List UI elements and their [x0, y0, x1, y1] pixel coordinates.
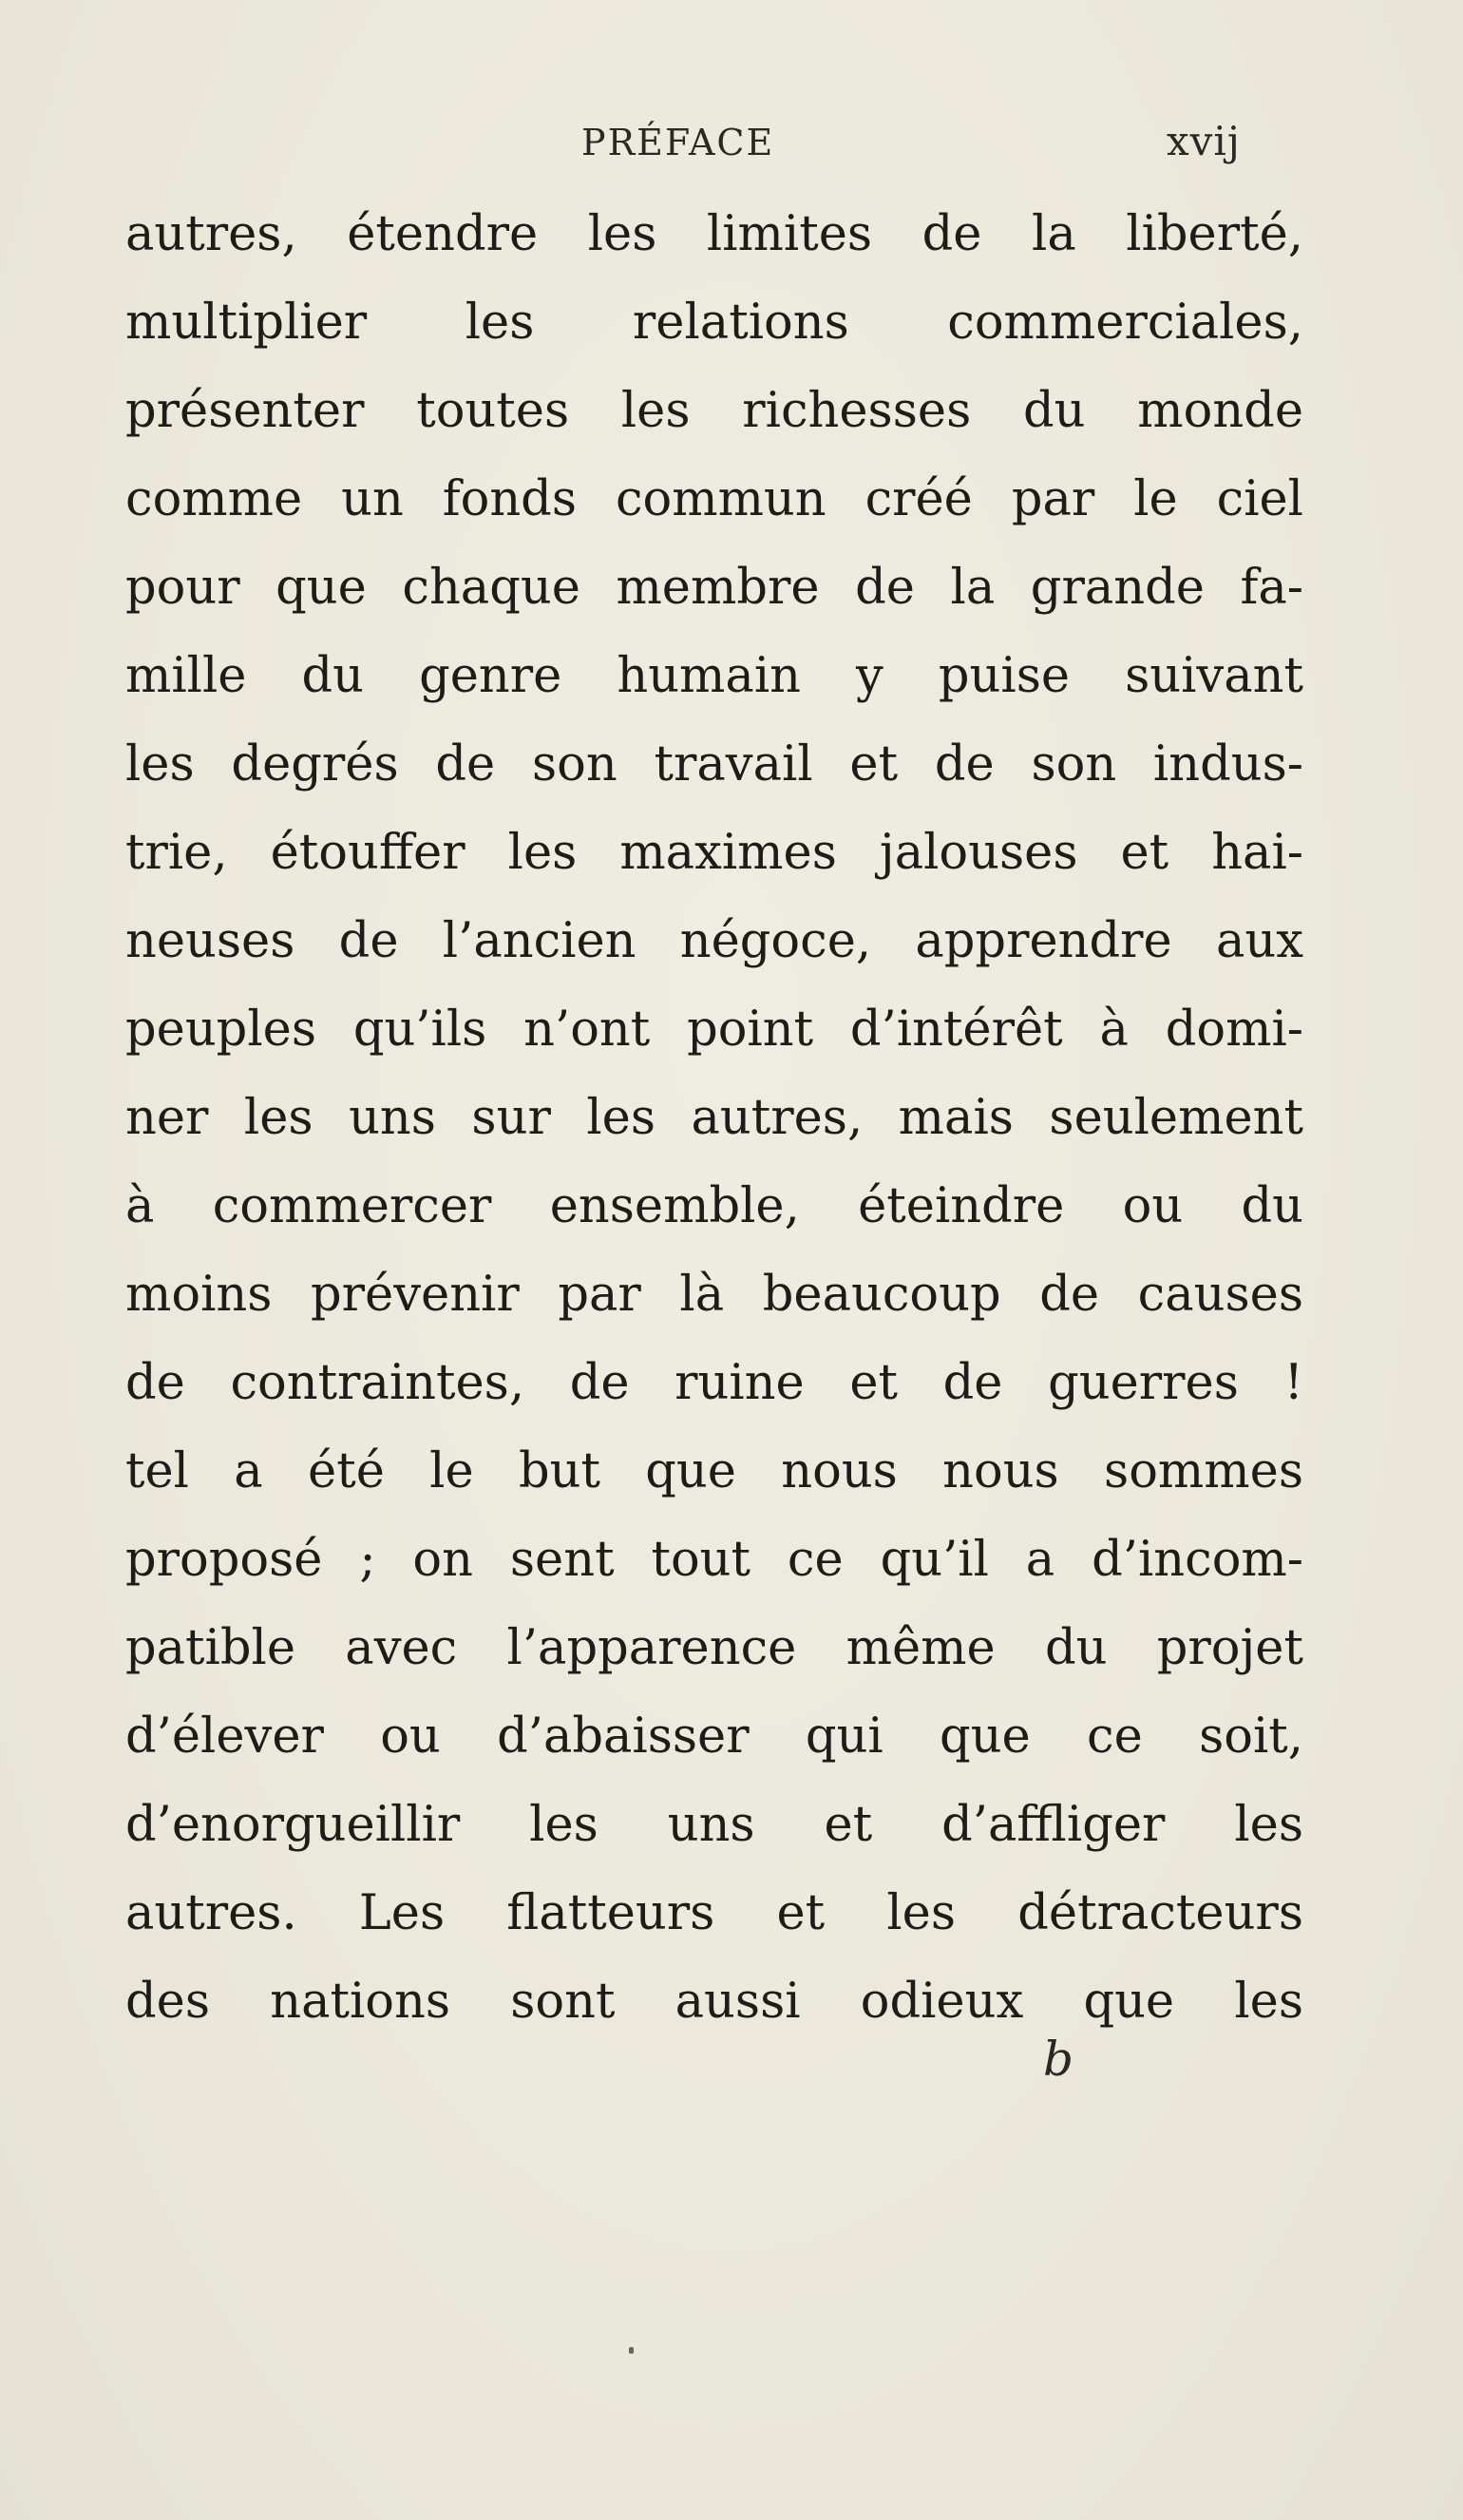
signature-mark: b — [1043, 2032, 1074, 2087]
text-line: patible avec l’apparence même du projet — [125, 1620, 1303, 1676]
text-line: autres, étendre les limites de la liberté, — [125, 206, 1303, 262]
text-line: à commercer ensemble, éteindre ou du — [125, 1178, 1303, 1234]
running-head — [0, 118, 1463, 179]
running-head-title: PRÉFACE — [581, 122, 775, 163]
text-line: d’enorgueillir les uns et d’affliger les — [125, 1797, 1303, 1853]
text-line: autres. Les flatteurs et les détracteurs — [125, 1885, 1303, 1941]
text-line: ner les uns sur les autres, mais seulement — [125, 1090, 1303, 1146]
text-line: comme un fonds commun créé par le ciel — [125, 471, 1303, 527]
text-line: multiplier les relations commerciales, — [125, 295, 1303, 351]
text-line: de contraintes, de ruine et de guerres ! — [125, 1355, 1303, 1411]
paper-speck — [629, 2347, 634, 2354]
text-line: d’élever ou d’abaisser qui que ce soit, — [125, 1709, 1303, 1765]
text-line: moins prévenir par là beaucoup de causes — [125, 1267, 1303, 1323]
text-line: trie, étouffer les maximes jalouses et hai- — [125, 825, 1303, 881]
text-line: peuples qu’ils n’ont point d’intérêt à domi- — [125, 1002, 1303, 1058]
text-line: présenter toutes les richesses du monde — [125, 383, 1303, 439]
text-line: mille du genre humain y puise suivant — [125, 648, 1303, 704]
text-line: des nations sont aussi odieux que les — [125, 1974, 1303, 2030]
text-line: proposé ; on sent tout ce qu’il a d’incom- — [125, 1532, 1303, 1588]
text-line: tel a été le but que nous nous sommes — [125, 1443, 1303, 1499]
text-line: neuses de l’ancien négoce, apprendre aux — [125, 913, 1303, 969]
text-line: les degrés de son travail et de son indus- — [125, 736, 1303, 792]
page-number: xvij — [1167, 118, 1241, 164]
text-line: pour que chaque membre de la grande fa- — [125, 560, 1303, 616]
body-text — [125, 190, 1303, 2046]
